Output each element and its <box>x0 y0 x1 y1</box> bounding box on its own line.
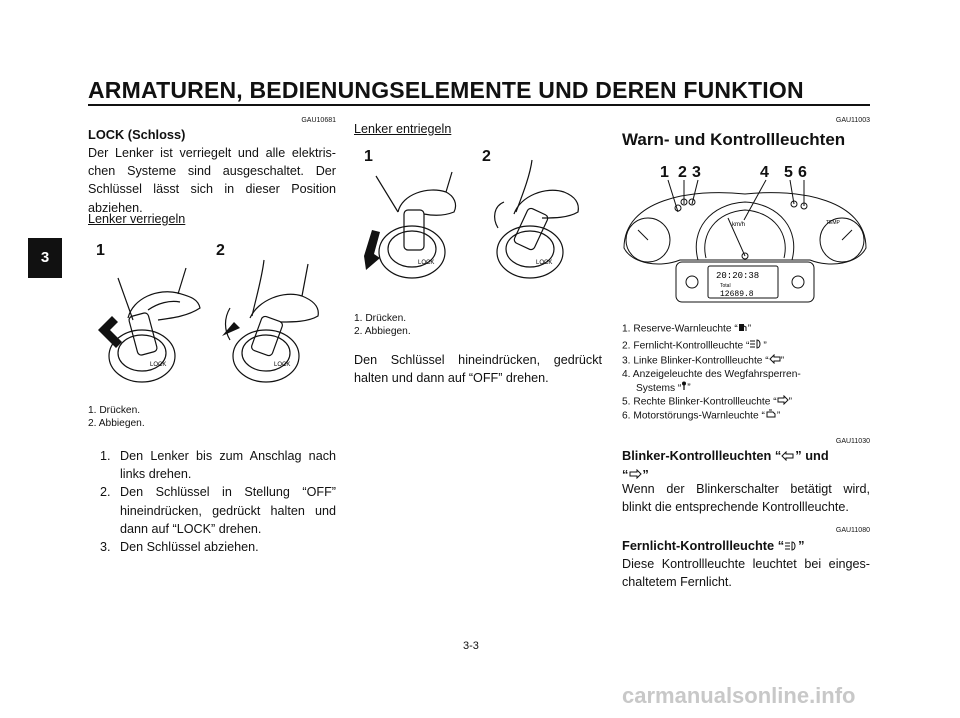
cluster-temp: TEMP <box>826 220 840 226</box>
step-number: 1. <box>100 449 111 463</box>
caption-line: 1. Drücken. <box>88 405 141 416</box>
figure-label-1: 1 <box>364 148 373 165</box>
heading-text: Fernlicht-Kontrollleuchte “ <box>622 538 785 553</box>
list-item <box>622 322 872 336</box>
fig-number: 1 <box>660 164 669 181</box>
ref-code-2: GAU11003 <box>835 117 870 124</box>
body-line: chen Systeme sind ausgeschaltet. Der <box>88 164 336 179</box>
step-text <box>120 538 336 556</box>
step-line: Den Schlüssel in Stellung “OFF” <box>120 485 336 500</box>
heading-text: ” <box>642 466 649 482</box>
left-turn-icon <box>781 448 795 466</box>
fig-number: 6 <box>798 164 807 181</box>
cluster-lcd-total: Total <box>720 283 731 289</box>
blinker-heading <box>622 447 829 484</box>
watermark: carmanualsonline.info <box>622 683 856 708</box>
key-illustration <box>88 238 336 398</box>
step-item <box>100 483 336 538</box>
list-text: Anzeigeleuchte des Wegfahrsperren- <box>632 369 801 380</box>
page-number: 3-3 <box>463 640 479 652</box>
step-line: Den Lenker bis zum Anschlag nach <box>120 449 336 463</box>
engine-icon <box>765 409 777 423</box>
caption-line: 2. Abbiegen. <box>88 418 145 429</box>
step-line: Den Schlüssel abziehen. <box>120 540 259 555</box>
left-turn-icon <box>769 354 781 368</box>
ref-code-1: GAU10681 <box>301 117 336 124</box>
heading-text: Blinker-Kontrollleuchten “ <box>622 448 782 463</box>
body-line: Wenn der Blinkerschalter betätigt wird, <box>622 482 870 496</box>
ref-code-3: GAU11030 <box>835 438 870 445</box>
body-line: Diese Kontrollleuchte leuchtet bei einges- <box>622 557 870 571</box>
list-text: ” <box>776 410 781 422</box>
list-text: ” <box>780 355 785 367</box>
figure-unlock-key <box>354 146 602 306</box>
body-line: Schlüssel lässt sich in dieser Position <box>88 182 336 197</box>
list-number: 6. <box>622 410 631 422</box>
list-text: Rechte Blinker-Kontrollleuchte “ <box>633 396 777 408</box>
heading-text: ” und <box>795 448 829 463</box>
list-number: 3. <box>622 355 631 367</box>
unlock-subheading: Lenker entriegeln <box>354 122 452 136</box>
list-text: Motorstörungs-Warnleuchte “ <box>633 410 765 422</box>
figure-label-2: 2 <box>216 242 225 259</box>
step-line: hineindrücken, gedrückt halten und <box>120 503 336 518</box>
lock-body <box>88 144 336 217</box>
list-item <box>622 339 872 353</box>
high-beam-heading <box>622 538 805 554</box>
body-line: chaltetem Fernlicht. <box>622 575 732 590</box>
figure-label-1: 1 <box>96 242 105 259</box>
key-lock-text: LOCK <box>150 362 167 368</box>
body-line: Den Schlüssel hineindrücken, gedrückt <box>354 353 602 367</box>
list-item <box>622 409 872 423</box>
heading-text: “ <box>622 466 629 482</box>
body-line: abziehen. <box>88 200 143 215</box>
list-text: ” <box>687 382 691 394</box>
step-item <box>100 447 336 483</box>
step-text <box>120 483 336 538</box>
figure-captions-1 <box>88 404 145 430</box>
lock-steps-list <box>100 447 336 556</box>
caption-line: 1. Drücken. <box>354 313 407 324</box>
list-text: Systems “ <box>636 382 682 394</box>
fuel-icon <box>738 322 748 336</box>
list-item <box>622 368 872 395</box>
caption-line: 2. Abbiegen. <box>354 326 411 337</box>
header-rule <box>88 104 870 106</box>
blinker-body <box>622 480 870 516</box>
step-number: 2. <box>100 485 111 500</box>
fig-number: 4 <box>760 164 769 181</box>
body-line: blinkt die entsprechende Kontrollleuchte. <box>622 500 849 515</box>
lock-heading: LOCK (Schloss) <box>88 127 186 142</box>
list-number: 4. <box>622 369 631 380</box>
fig-number: 2 <box>678 164 687 181</box>
heading-text: ” <box>798 538 805 553</box>
step-line: links drehen. <box>120 467 192 482</box>
figure-instrument-cluster <box>620 160 870 312</box>
body-line: halten und dann auf “OFF” drehen. <box>354 371 549 386</box>
key-illustration <box>354 146 602 306</box>
step-number: 3. <box>100 540 111 555</box>
chapter-tab: 3 <box>28 238 62 278</box>
high-beam-icon <box>749 339 763 353</box>
step-item <box>100 538 336 556</box>
list-text: ” <box>763 340 767 352</box>
page-header: ARMATUREN, BEDIENUNGSELEMENTE UND DEREN FUNKTION <box>88 77 804 103</box>
list-item <box>622 354 872 368</box>
figure-lock-key <box>88 238 336 398</box>
fig-number: 3 <box>692 164 701 181</box>
cluster-lcd-odo: 12689.8 <box>720 290 754 299</box>
key-lock-text: LOCK <box>418 260 435 266</box>
key-lock-text: LOCK <box>274 362 291 368</box>
list-item <box>622 395 872 409</box>
list-text: Linke Blinker-Kontrollleuchte “ <box>633 355 769 367</box>
lock-subheading: Lenker verriegeln <box>88 212 186 226</box>
cluster-speed-unit: km/h <box>732 222 746 228</box>
cluster-illustration <box>620 160 870 312</box>
list-text: ” <box>747 323 752 335</box>
body-line: Der Lenker ist verriegelt und alle elektris- <box>88 146 336 160</box>
list-number: 1. <box>622 323 631 335</box>
step-line: dann auf “LOCK” drehen. <box>120 521 262 536</box>
unlock-body <box>354 351 602 387</box>
cluster-lcd-time: 20:20:38 <box>716 271 760 281</box>
list-text: ” <box>788 396 793 408</box>
list-text: Fernlicht-Kontrollleuchte “ <box>633 340 750 352</box>
figure-label-2: 2 <box>482 148 491 165</box>
warning-lights-title: Warn- und Kontrollleuchten <box>622 130 846 149</box>
ref-code-4: GAU11080 <box>835 527 870 534</box>
list-number: 5. <box>622 396 631 408</box>
list-number: 2. <box>622 340 631 352</box>
step-text <box>120 447 336 483</box>
warning-lights-list <box>622 322 872 423</box>
fig-number: 5 <box>784 164 793 181</box>
right-turn-icon <box>777 395 789 409</box>
high-beam-icon <box>784 539 798 554</box>
high-beam-body <box>622 555 870 591</box>
key-lock-text: LOCK <box>536 260 553 266</box>
list-text: Reserve-Warnleuchte “ <box>633 323 738 335</box>
figure-captions-2 <box>354 312 411 338</box>
